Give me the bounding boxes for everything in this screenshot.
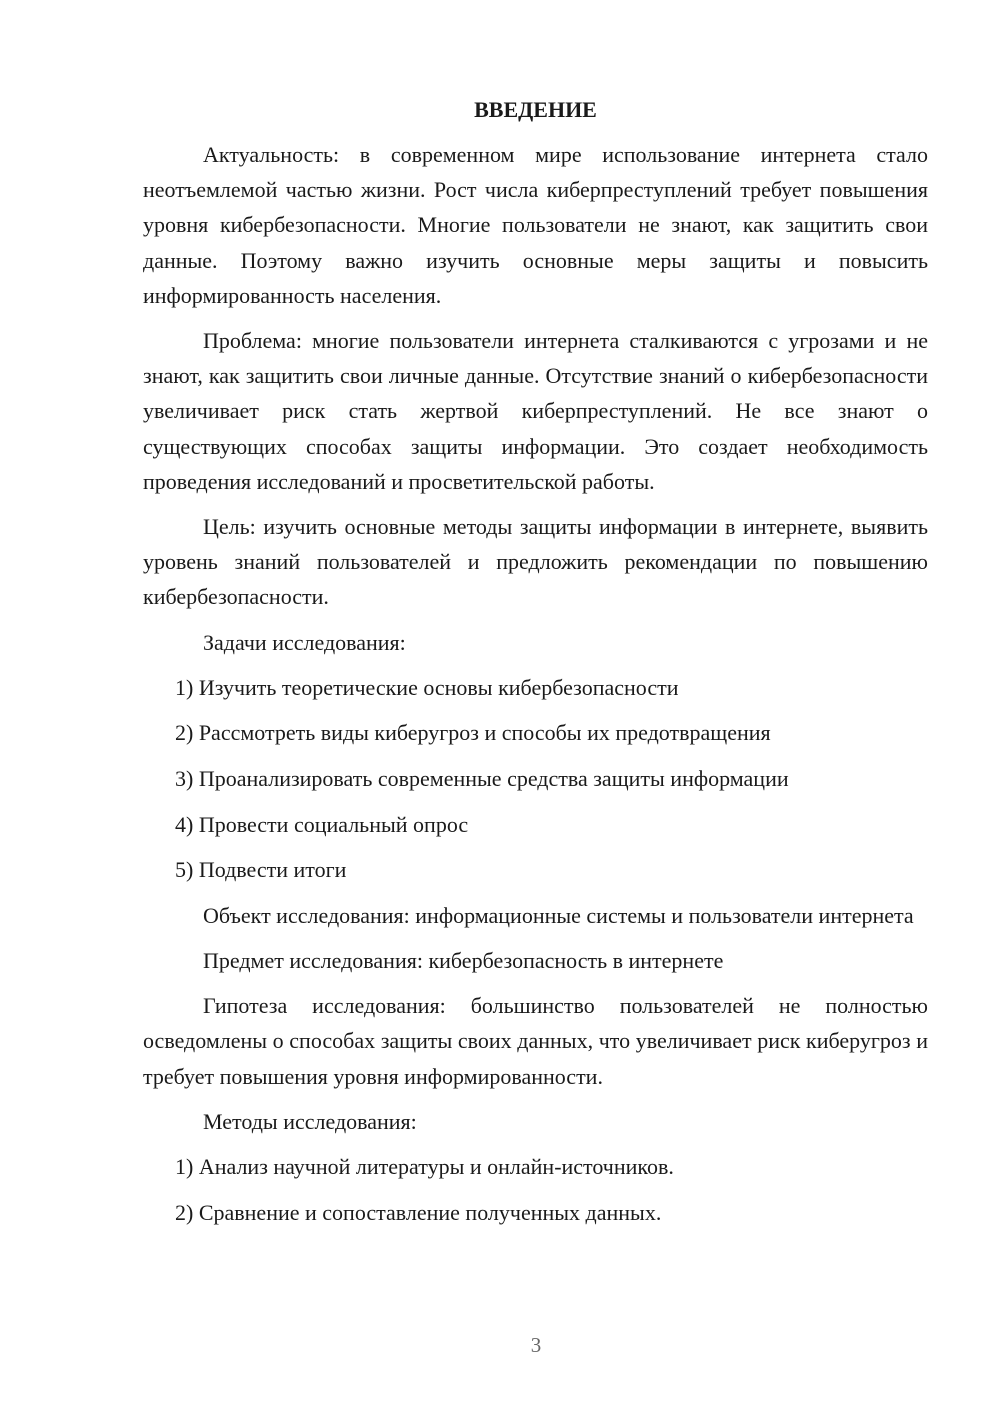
section-title: ВВЕДЕНИЕ: [474, 97, 597, 122]
problem-paragraph: Проблема: многие пользователи интернета сталкиваются с угрозами и не знают, как защитить свои личные данные. Отсутствие знаний о кибербезопасности увеличивает риск стать жертвой киберпреступлений. Не все знают о существующих способах защиты информации. Это создает необходимость проведения исследований и просветительской работы.: [143, 328, 928, 494]
task-item: 3) Проанализировать современные средства защиты информации: [175, 766, 789, 792]
task-item: 5) Подвести итоги: [175, 857, 347, 883]
subject-paragraph: Предмет исследования: кибербезопасность в интернете: [203, 948, 724, 974]
document-body: [143, 92, 928, 1240]
task-item: 4) Провести социальный опрос: [175, 811, 469, 837]
relevance-paragraph: Актуальность: в современном мире использование интернета стало неотъемлемой частью жизни. Рост числа киберпреступлений требует повышения уровня кибербезопасности. Многие пользователи не знают, как защитить свои данные. Поэтому важно изучить основные меры защиты и повысить информированность населения.: [143, 142, 928, 308]
method-item: 2) Сравнение и сопоставление полученных данных.: [175, 1199, 662, 1225]
task-item: 2) Рассмотреть виды киберугроз и способы их предотвращения: [175, 720, 771, 746]
method-item: 1) Анализ научной литературы и онлайн-источников.: [175, 1154, 674, 1180]
methods-label: Методы исследования:: [203, 1108, 417, 1134]
tasks-label: Задачи исследования:: [203, 629, 406, 655]
hypothesis-paragraph: Гипотеза исследования: большинство пользователей не полностью осведомлены о способах защиты своих данных, что увеличивает риск киберугроз и требует повышения уровня информированности.: [143, 993, 928, 1089]
page-number: 3: [530, 1333, 542, 1357]
task-item: 1) Изучить теоретические основы кибербезопасности: [175, 674, 679, 700]
object-paragraph: Объект исследования: информационные системы и пользователи интернета: [203, 902, 914, 928]
goal-paragraph: Цель: изучить основные методы защиты информации в интернете, выявить уровень знаний пользователей и предложить рекомендации по повышению кибербезопасности.: [143, 514, 928, 610]
